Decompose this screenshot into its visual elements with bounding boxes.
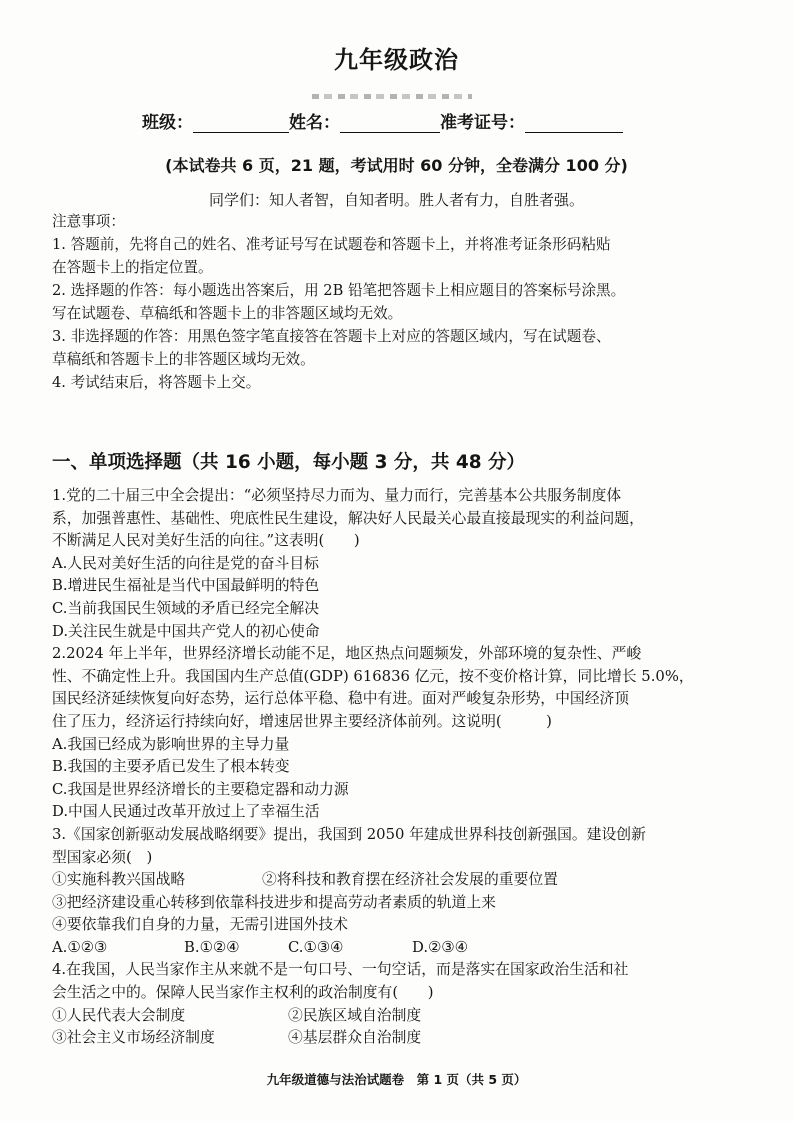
question-3-item-2: ②将科技和教育摆在经济社会发展的重要位置 bbox=[262, 871, 558, 889]
question-2-option-a: A.我国已经成为影响世界的主导力量 bbox=[52, 735, 290, 753]
question-4-item-1: ①人民代表大会制度 bbox=[52, 1006, 186, 1024]
question-3-choice-a: A.①②③ bbox=[52, 938, 108, 956]
question-4-items-row bbox=[52, 1005, 772, 1028]
name-label: 姓名： bbox=[289, 113, 340, 133]
question-2-option-b: B.我国的主要矛盾已发生了根本转变 bbox=[52, 758, 290, 776]
question-4-items-row bbox=[52, 1027, 772, 1050]
question-3-item-4: ④要依靠我们自身的力量，无需引进国外技术 bbox=[52, 916, 348, 934]
question-1-option-b: B.增进民生福祉是当代中国最鲜明的特色 bbox=[52, 577, 320, 595]
question-3-stem: 型国家必须( ) bbox=[52, 848, 153, 866]
question-2-stem: 住了压力，经济运行持续向好，增速居世界主要经济体前列。这说明( ) bbox=[52, 712, 552, 730]
question-3-item-3: ③把经济建设重心转移到依靠科技进步和提高劳动者素质的轨道上来 bbox=[52, 893, 496, 911]
notes-heading: 注意事项： bbox=[52, 213, 125, 230]
notes-line: 2. 选择题的作答：每小题选出答案后，用 2B 铅笔把答题卡上相应题目的答案标号涂黑。 bbox=[52, 282, 626, 299]
question-4-stem: 4.在我国，人民当家作主从来就不是一句口号、一句空话，而是落实在国家政治生活和社 bbox=[52, 961, 629, 979]
student-info-line bbox=[142, 108, 623, 133]
page-title: 九年级政治 bbox=[334, 46, 459, 74]
name-blank bbox=[340, 114, 440, 133]
question-4-item-3: ③社会主义市场经济制度 bbox=[52, 1029, 215, 1047]
question-3-item-1: ①实施科教兴国战略 bbox=[52, 871, 186, 889]
notes-line: 1. 答题前，先将自己的姓名、准考证号写在试题卷和答题卡上，并将准考证条形码粘贴 bbox=[52, 236, 611, 253]
question-1-stem: 不断满足人民对美好生活的向往。”这表明( ) bbox=[52, 532, 360, 550]
question-2-option-c: C.我国是世界经济增长的主要稳定器和动力源 bbox=[52, 780, 349, 798]
class-label: 班级： bbox=[142, 113, 193, 133]
print-smudge bbox=[312, 94, 472, 99]
exam-no-label: 准考证号： bbox=[440, 113, 525, 133]
question-4-stem: 会生活之中的。保障人民当家作主权利的政治制度有( ) bbox=[52, 984, 434, 1002]
question-1-option-c: C.当前我国民生领域的矛盾已经完全解决 bbox=[52, 599, 320, 617]
notes-line: 4. 考试结束后，将答题卡上交。 bbox=[52, 374, 261, 391]
notes-block bbox=[52, 210, 764, 394]
notes-line: 3. 非选择题的作答：用黑色签字笔直接答在答题卡上对应的答题区域内，写在试题卷、 bbox=[52, 328, 611, 345]
question-3-choice-d: D.②③④ bbox=[412, 938, 468, 956]
exam-no-blank bbox=[525, 114, 623, 133]
question-2-stem: 国民经济延续恢复向好态势，运行总体平稳、稳中有进。面对严峻复杂形势，中国经济顶 bbox=[52, 690, 630, 708]
question-3-stem: 3.《国家创新驱动发展战略纲要》提出，我国到 2050 年建成世界科技创新强国。建设创新 bbox=[52, 825, 646, 843]
question-2-stem: 2.2024 年上半年，世界经济增长动能不足，地区热点问题频发，外部环境的复杂性、严峻 bbox=[52, 645, 642, 663]
motto: 同学们：知人者智，自知者明。胜人者有力，自胜者强。 bbox=[208, 191, 584, 209]
question-4-item-4: ④基层群众自治制度 bbox=[288, 1029, 422, 1047]
question-3-choices-row bbox=[52, 937, 772, 960]
notes-line: 在答题卡上的指定位置。 bbox=[52, 259, 213, 276]
question-1-option-d: D.关注民生就是中国共产党人的初心使命 bbox=[52, 622, 320, 640]
question-4-item-2: ②民族区域自治制度 bbox=[288, 1006, 422, 1024]
question-2-option-d: D.中国人民通过改革开放过上了幸福生活 bbox=[52, 803, 320, 821]
exam-meta: (本试卷共 6 页，21 题，考试用时 60 分钟，全卷满分 100 分) bbox=[165, 156, 628, 175]
notes-line: 草稿纸和答题卡上的非答题区域均无效。 bbox=[52, 351, 315, 368]
section-title: 一、单项选择题（共 16 小题，每小题 3 分，共 48 分） bbox=[52, 452, 526, 473]
question-1-stem: 1.党的二十届三中全会提出：“必须坚持尽力而为、量力而行，完善基本公共服务制度体 bbox=[52, 487, 622, 504]
question-1-option-a: A.人民对美好生活的向往是党的奋斗目标 bbox=[52, 554, 319, 572]
question-3-items-row bbox=[52, 869, 772, 892]
question-3-choice-c: C.①③④ bbox=[288, 938, 344, 956]
notes-line: 写在试题卷、草稿纸和答题卡上的非答题区域均无效。 bbox=[52, 305, 403, 322]
class-blank bbox=[193, 114, 289, 133]
question-1-stem: 系，加强普惠性、基础性、兜底性民生建设，解决好人民最关心最直接最现实的利益问题， bbox=[52, 509, 644, 527]
question-3-choice-b: B.①②④ bbox=[184, 938, 240, 956]
question-2-stem: 性、不确定性上升。我国国内生产总值(GDP) 616836 亿元，按不变价格计算，同比增长 5.0%， bbox=[52, 667, 694, 685]
page-footer: 九年级道德与法治试题卷 第 1 页（共 5 页） bbox=[266, 1072, 527, 1087]
questions-block bbox=[52, 485, 772, 1050]
